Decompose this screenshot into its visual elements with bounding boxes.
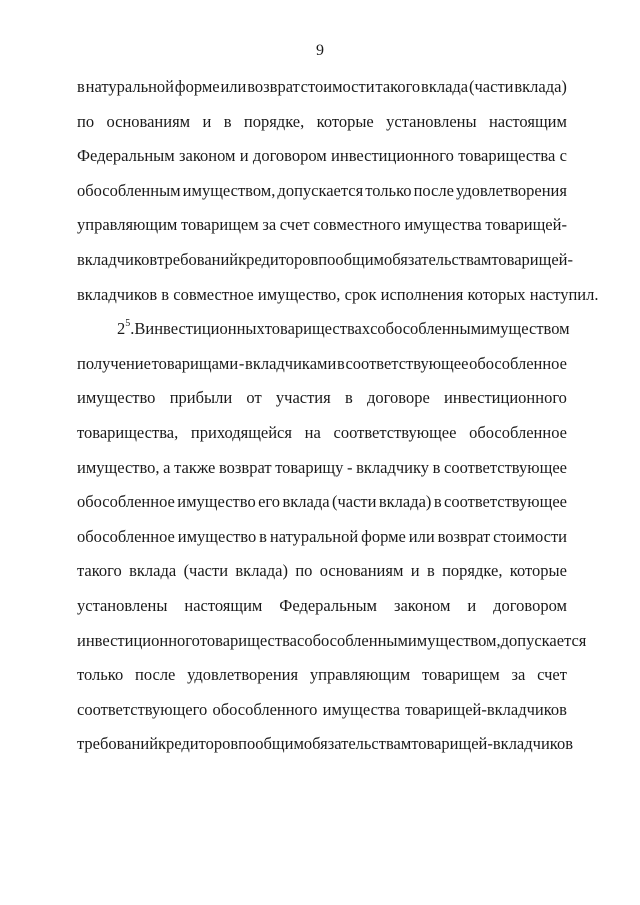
word: в — [432, 457, 441, 477]
word: удовлетворения — [187, 665, 299, 685]
text-line — [77, 416, 567, 451]
word: такого — [77, 561, 122, 581]
word: товарищами — [151, 353, 239, 373]
word: в — [336, 353, 345, 373]
clause-number-superscript: 5 — [125, 317, 131, 329]
word: возврат — [437, 526, 491, 546]
word: Федеральным — [279, 595, 377, 615]
word: управляющим — [309, 665, 411, 685]
word: только — [77, 665, 124, 685]
word: форме — [361, 526, 406, 546]
word: в — [223, 111, 232, 131]
word: имущества — [404, 215, 482, 235]
word: общим — [255, 734, 304, 754]
word: товарищем — [422, 665, 500, 685]
word: соответствующее — [444, 457, 567, 477]
word: и — [467, 595, 477, 615]
word: - — [487, 734, 493, 754]
word: инвестиционного — [444, 388, 567, 408]
word: обязательствам — [303, 734, 412, 754]
word: приходящейся — [190, 422, 292, 442]
word: инвестиционного — [331, 146, 454, 166]
word: стоимости — [300, 77, 375, 96]
word: вклада) — [378, 492, 432, 512]
word: основаниям — [106, 111, 191, 131]
word: настоящим — [184, 595, 263, 615]
word: обособленного — [212, 699, 318, 719]
word: имущество, — [257, 284, 341, 304]
word: в — [259, 526, 267, 546]
word: или — [220, 77, 247, 96]
paragraph-1 — [77, 70, 599, 312]
word: договором — [252, 146, 327, 166]
word: натуральной — [269, 526, 359, 546]
word: имущество, — [77, 457, 160, 477]
text-line — [77, 174, 567, 209]
word: обособленным — [377, 319, 482, 339]
text-line — [77, 693, 567, 728]
word: порядке, — [243, 111, 305, 131]
clause-number: 2$^5$. — [117, 317, 135, 339]
text-line — [77, 139, 567, 174]
word: в — [426, 561, 435, 581]
word: общим — [335, 249, 384, 269]
word: соответствующее — [345, 353, 469, 373]
text-line — [77, 278, 599, 313]
word: наступил. — [529, 284, 599, 304]
word: допускается — [500, 630, 587, 650]
word: основаниям — [319, 561, 404, 581]
text-line — [77, 70, 567, 105]
word: имуществом — [481, 319, 570, 339]
text-line — [77, 589, 567, 624]
word: порядке, — [442, 561, 503, 581]
word: только — [365, 180, 412, 200]
word: по — [77, 111, 95, 131]
word: форме — [174, 77, 220, 96]
text-line — [77, 381, 567, 416]
word: и — [410, 561, 420, 581]
word: вкладчиками — [245, 353, 337, 373]
word: удовлетворения — [456, 180, 567, 200]
word: за — [262, 215, 277, 235]
word: - — [346, 457, 353, 477]
word: - — [238, 353, 245, 373]
word: законом — [179, 146, 236, 166]
text-line — [77, 485, 567, 520]
word: в — [161, 284, 170, 304]
word: обязательствам — [384, 249, 492, 269]
word: вкладчику — [356, 457, 430, 477]
word: соответствующее — [444, 492, 567, 512]
word: натуральной — [85, 77, 175, 96]
word: инвестиционного — [77, 630, 200, 650]
word: совместное — [173, 284, 254, 304]
word: от — [246, 388, 262, 408]
word: вклада — [282, 492, 330, 512]
text-line — [77, 624, 587, 659]
word: срок — [344, 284, 377, 304]
word: вкладчиков — [77, 284, 158, 304]
word: его — [258, 492, 281, 512]
word: товарищу — [275, 457, 344, 477]
word: договоре — [367, 388, 430, 408]
word: требований — [157, 249, 239, 269]
word: получение — [77, 353, 151, 373]
word: товарищества — [458, 146, 556, 166]
word: а — [163, 457, 171, 477]
word: исполнения — [380, 284, 464, 304]
word: обособленное — [77, 492, 175, 512]
word: (части — [331, 492, 377, 512]
word: которые — [509, 561, 567, 581]
text-line — [77, 727, 573, 762]
word: товарищей — [491, 249, 568, 269]
word: соответствующее — [333, 422, 457, 442]
word: установлены — [77, 595, 168, 615]
word: по — [295, 561, 313, 581]
word: настоящим — [488, 111, 567, 131]
word: имущество — [177, 526, 257, 546]
word: за — [511, 665, 526, 685]
text-line — [77, 243, 573, 278]
word: счет — [537, 665, 567, 685]
word: возврат — [247, 77, 300, 96]
word: совместного — [313, 215, 401, 235]
word: управляющим — [77, 215, 178, 235]
text-line — [77, 520, 567, 555]
word: после — [413, 180, 454, 200]
word: обособленное — [77, 526, 175, 546]
word: в — [344, 388, 353, 408]
word: после — [135, 665, 176, 685]
word: соответствующего — [77, 699, 208, 719]
word: товарищей- — [485, 215, 567, 235]
word: с — [559, 146, 567, 166]
word: обособленное — [469, 422, 567, 442]
word: которых — [467, 284, 526, 304]
clause-number-punct: . — [130, 319, 135, 339]
word: (части — [183, 561, 229, 581]
text-line — [77, 658, 567, 693]
word: которые — [316, 111, 374, 131]
word: имуществом, — [182, 180, 276, 200]
word: установлены — [386, 111, 477, 131]
word: вклада) — [235, 561, 288, 581]
word: вкладчиков — [492, 734, 573, 754]
page-number: 9 — [316, 42, 324, 59]
word: возврат — [218, 457, 272, 477]
word: В — [134, 319, 146, 339]
paragraph-2-first-line — [77, 312, 570, 347]
word: такого — [375, 77, 421, 96]
text-line — [77, 208, 567, 243]
word: вкладчиков — [77, 249, 158, 269]
word: товарищества, — [77, 422, 179, 442]
word: (части — [469, 77, 514, 96]
word: допускается — [277, 180, 364, 200]
word: законом — [393, 595, 451, 615]
word: обособленным — [304, 630, 408, 650]
word: товарищем — [180, 215, 259, 235]
text-line — [77, 554, 567, 589]
word: с — [370, 319, 378, 339]
word: или — [408, 526, 435, 546]
word: стоимости — [493, 526, 567, 546]
word: по — [238, 734, 256, 754]
word: товарищей-вкладчиков — [405, 699, 567, 719]
word: кредиторов — [158, 734, 239, 754]
text-line — [77, 451, 567, 486]
word: товариществах — [264, 319, 371, 339]
word: и — [239, 146, 249, 166]
word: участия — [275, 388, 331, 408]
paragraph-2 — [77, 312, 587, 762]
word: товарищества — [199, 630, 297, 650]
word: вклада — [421, 77, 469, 96]
document-body — [77, 70, 599, 762]
word: с — [296, 630, 305, 650]
text-line — [77, 347, 567, 382]
word: вклада) — [514, 77, 567, 96]
word: также — [174, 457, 216, 477]
word: прибыли — [169, 388, 233, 408]
word: имущества — [322, 699, 401, 719]
word: имуществом, — [407, 630, 501, 650]
word: требований — [77, 734, 159, 754]
word: кредиторов — [238, 249, 319, 269]
word: имущество — [77, 388, 156, 408]
word: Федеральным — [77, 146, 175, 166]
word: договором — [493, 595, 567, 615]
text-line — [77, 105, 567, 140]
word: вклада — [129, 561, 177, 581]
word: и — [202, 111, 212, 131]
word: счет — [279, 215, 310, 235]
word: в — [77, 77, 85, 96]
word: имущество — [177, 492, 256, 512]
word: в — [433, 492, 442, 512]
word: обособленное — [469, 353, 567, 373]
word: по — [318, 249, 336, 269]
word: обособленным — [77, 180, 181, 200]
word: товарищей — [411, 734, 488, 754]
word: на — [304, 422, 321, 442]
word: - — [567, 249, 573, 269]
word: инвестиционных — [145, 319, 265, 339]
